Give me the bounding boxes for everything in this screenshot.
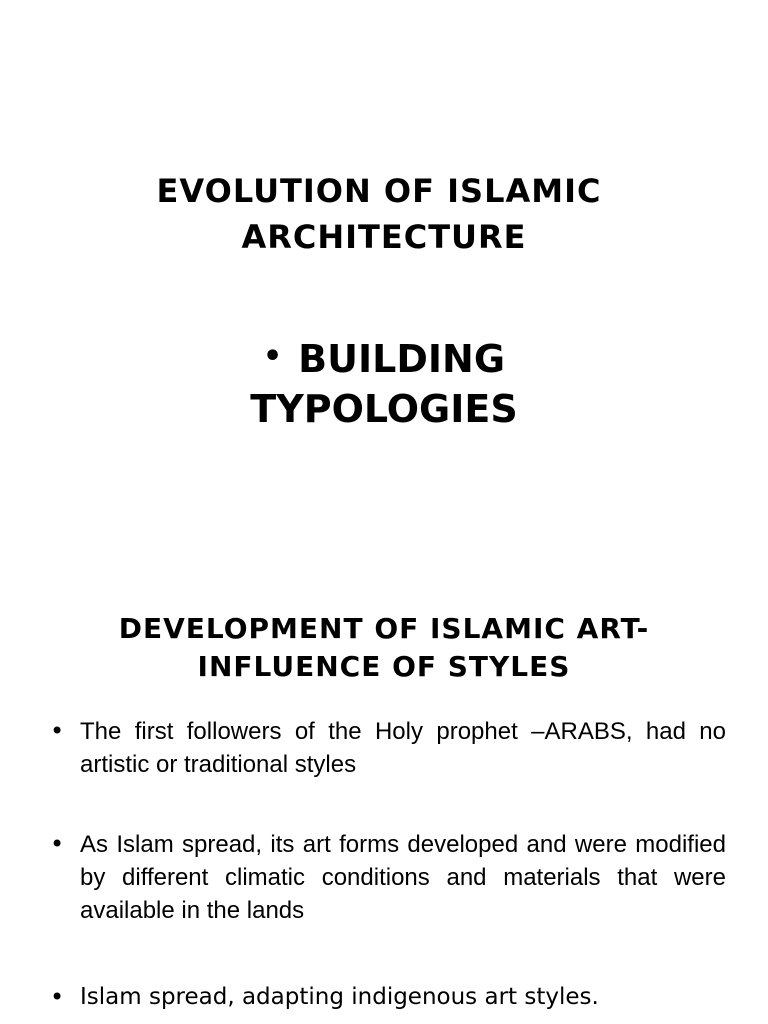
page-title [0, 168, 768, 260]
section-heading [0, 610, 768, 686]
subtitle-line-1 [0, 332, 768, 384]
list-item-text: The first followers of the Holy prophet –ARABS, had no artistic or traditional styles [80, 718, 726, 778]
bullet-icon: • [262, 339, 283, 374]
section-heading-line-1: DEVELOPMENT OF ISLAMIC ART- [118, 612, 650, 645]
subtitle-line-2: TYPOLOGIES [250, 387, 518, 431]
subtitle [0, 332, 768, 434]
bullet-icon: • [50, 717, 65, 745]
list-item-text: As Islam spread, its art forms developed and were modified by different climatic conditions and materials that were available in the lands [80, 831, 726, 924]
title-line-1: EVOLUTION OF ISLAMIC [156, 172, 602, 210]
subtitle-text-1: BUILDING [298, 337, 506, 381]
section-heading-line-2: INFLUENCE OF STYLES [197, 650, 571, 683]
list-item-text: Islam spread, adapting indigenous art styles. [80, 984, 599, 1010]
bullet-icon: • [50, 983, 65, 1011]
bullet-icon: • [50, 830, 65, 858]
title-line-2: ARCHITECTURE [241, 218, 527, 256]
